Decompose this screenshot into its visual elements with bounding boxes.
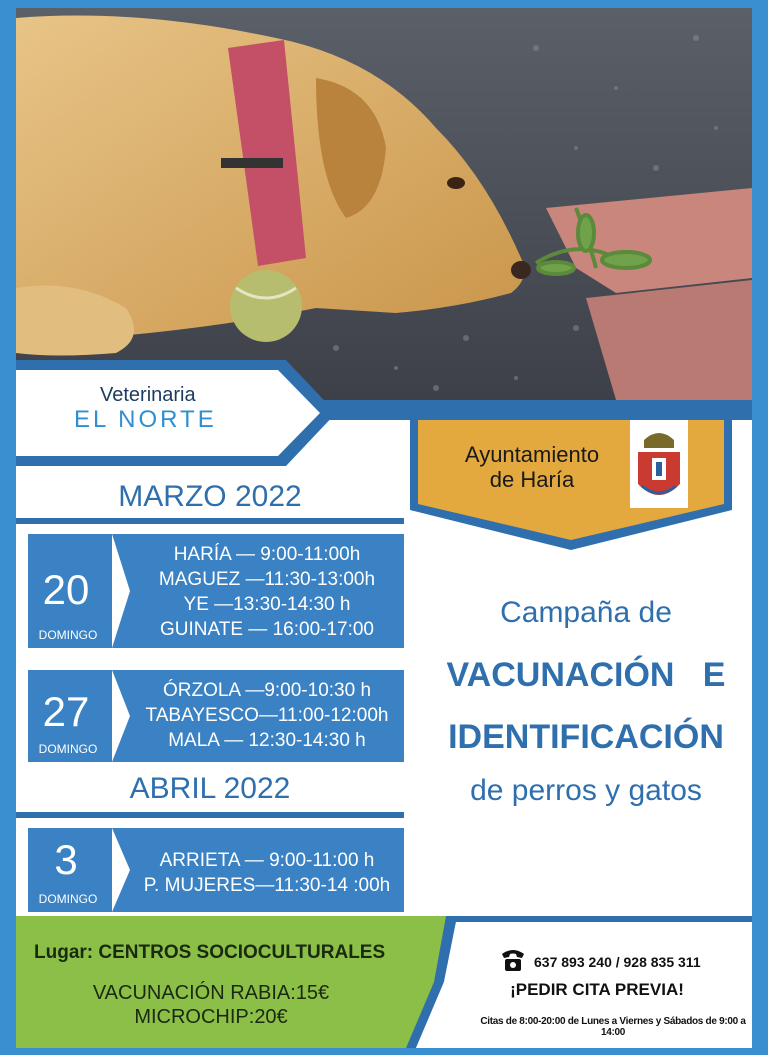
abril-heading: ABRIL 2022 <box>129 772 291 805</box>
schedule-line: ÓRZOLA —9:00-10:30 h <box>162 680 372 701</box>
schedule-line: P. MUJERES—11:30-14 :00h <box>143 875 391 896</box>
schedule-line: ARRIETA — 9:00-11:00 h <box>159 850 375 871</box>
footer-pedir-cita: ¡PEDIR CITA PREVIA! <box>510 980 684 999</box>
campaign-line3: IDENTIFICACIÓN <box>448 718 724 756</box>
logo-veterinaria: Veterinaria <box>100 384 196 406</box>
date-weekday: DOMINGO <box>38 628 98 642</box>
schedule-20 <box>130 534 404 648</box>
schedule-line: GUINATE — 16:00-17:00 <box>159 619 375 640</box>
schedule-line: HARÍA — 9:00-11:00h <box>173 544 361 565</box>
date-weekday: DOMINGO <box>38 742 98 756</box>
date-number: 27 <box>42 688 90 735</box>
date-weekday: DOMINGO <box>38 892 98 906</box>
dog-photo <box>16 8 752 400</box>
crest-icon <box>630 420 688 508</box>
date-block-27 <box>28 670 112 762</box>
poster <box>16 8 752 1048</box>
ayuntamiento-text <box>434 442 630 492</box>
footer-citas: Citas de 8:00-20:00 de Lunes a Viernes y Sábados de 9:00 a 14:00 <box>480 1016 746 1038</box>
date-number: 20 <box>42 566 90 613</box>
abril-divider <box>16 812 404 818</box>
footer-vacunacion: VACUNACIÓN RABIA:15€ <box>92 982 330 1004</box>
ayuntamiento-line1: Ayuntamiento <box>464 442 600 467</box>
phone-icon <box>500 948 526 972</box>
schedule-line: MAGUEZ —11:30-13:00h <box>158 569 376 590</box>
campaign-line1: Campaña de <box>500 596 672 629</box>
footer-lugar: Lugar: CENTROS SOCIOCULTURALES <box>34 942 386 963</box>
campaign-line2: VACUNACIÓN E <box>446 656 726 694</box>
ayuntamiento-line2: de Haría <box>489 467 575 492</box>
schedule-line: TABAYESCO—11:00-12:00h <box>145 705 389 726</box>
marzo-heading: MARZO 2022 <box>118 480 302 513</box>
date-block-20 <box>28 534 112 648</box>
footer-microchip: MICROCHIP:20€ <box>134 1006 288 1028</box>
schedule-3 <box>130 828 404 912</box>
campaign-line4: de perros y gatos <box>470 774 702 807</box>
marzo-divider <box>16 518 404 524</box>
schedule-line: YE —13:30-14:30 h <box>183 594 351 615</box>
schedule-line: MALA — 12:30-14:30 h <box>168 730 366 751</box>
footer-phone: 637 893 240 / 928 835 311 <box>534 954 701 970</box>
date-block-3 <box>28 828 112 912</box>
schedule-27 <box>130 670 404 762</box>
date-number: 3 <box>54 836 78 883</box>
logo-el-norte: EL NORTE <box>74 406 217 433</box>
